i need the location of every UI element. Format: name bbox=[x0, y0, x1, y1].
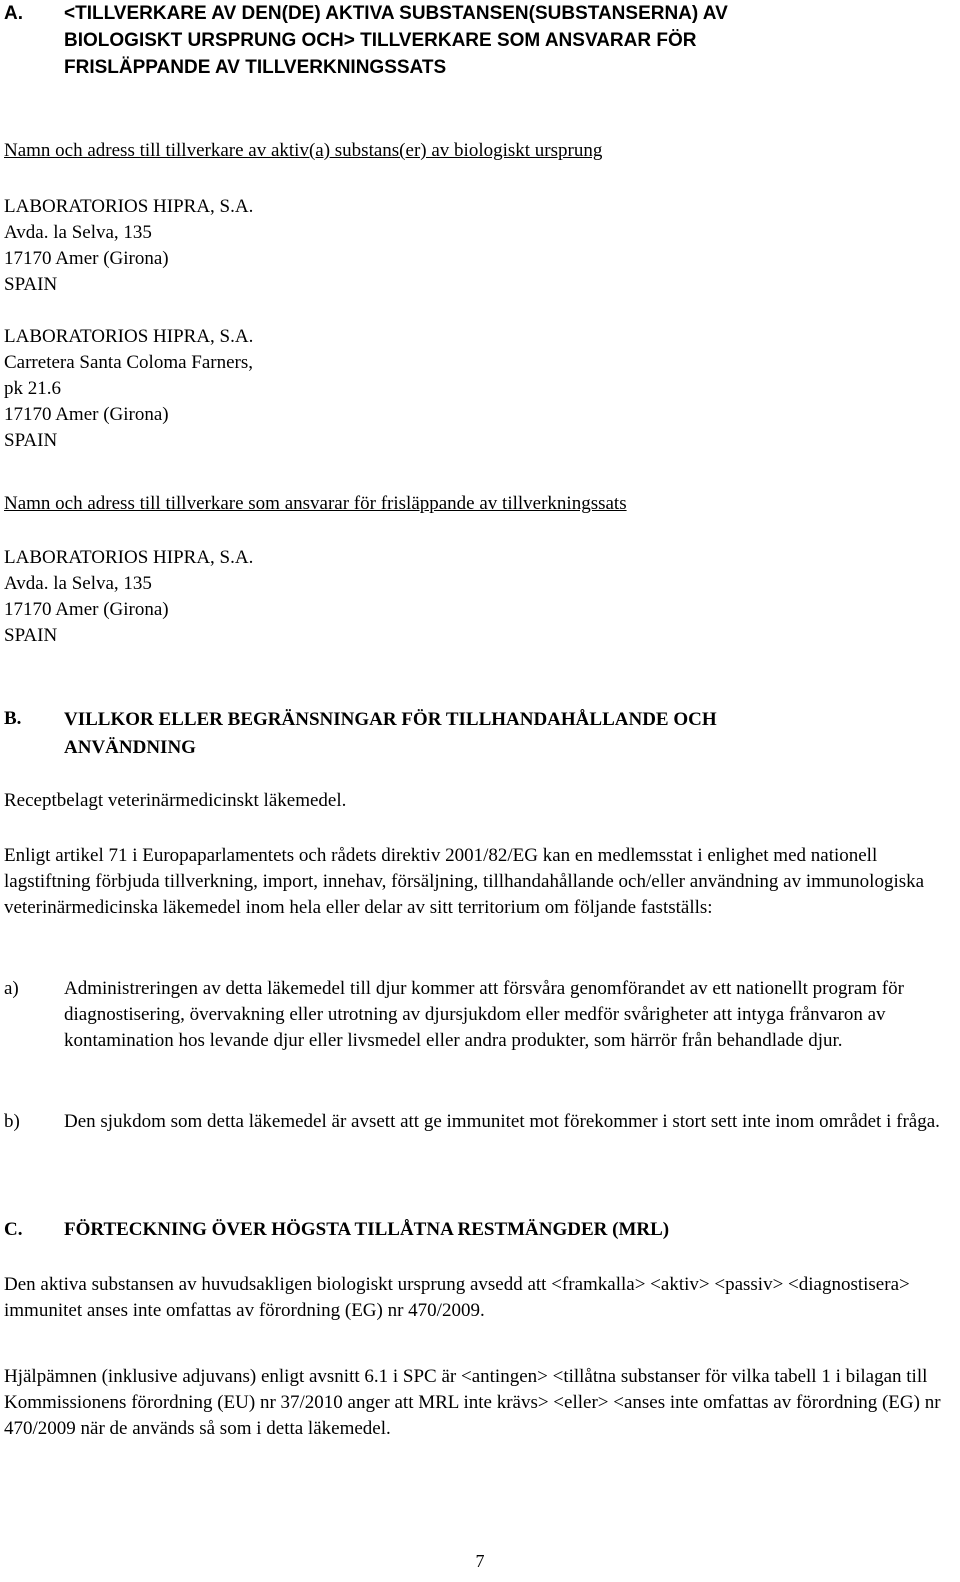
section-c-letter: C. bbox=[4, 1219, 23, 1240]
address-country: SPAIN bbox=[4, 430, 58, 451]
section-b-letter: B. bbox=[4, 708, 22, 729]
section-b-title-line: VILLKOR ELLER BEGRÄNSNINGAR FÖR TILLHANDAHÅLLANDE OCH bbox=[64, 709, 717, 730]
release-manufacturer-address bbox=[4, 545, 253, 649]
address-street: Carretera Santa Coloma Farners, bbox=[4, 352, 254, 373]
list-item-label: b) bbox=[4, 1111, 20, 1132]
section-a-letter: A. bbox=[4, 3, 23, 24]
manufacturer-address-2 bbox=[4, 324, 253, 454]
company-name: LABORATORIOS HIPRA, S.A. bbox=[4, 547, 254, 568]
company-name: LABORATORIOS HIPRA, S.A. bbox=[4, 196, 254, 217]
section-b-title-line: ANVÄNDNING bbox=[64, 737, 196, 758]
section-a-title bbox=[64, 0, 728, 81]
address-country: SPAIN bbox=[4, 274, 58, 295]
company-name: LABORATORIOS HIPRA, S.A. bbox=[4, 326, 254, 347]
address-city: 17170 Amer (Girona) bbox=[4, 599, 169, 620]
section-a-title-line: BIOLOGISKT URSPRUNG OCH> TILLVERKARE SOM ANSVARAR FÖR bbox=[64, 30, 697, 51]
section-a-title-line: <TILLVERKARE AV DEN(DE) AKTIVA SUBSTANSEN(SUBSTANSERNA) AV bbox=[64, 3, 728, 24]
page-number: 7 bbox=[475, 1551, 485, 1571]
address-city: 17170 Amer (Girona) bbox=[4, 404, 169, 425]
mrl-paragraph-1: Den aktiva substansen av huvudsakligen biologiskt ursprung avsedd att <framkalla> <aktiv> <passiv> <diagnostisera> immunitet anses inte omfattas av förordning (EG) nr 470/2009. bbox=[4, 1274, 910, 1321]
section-a-title-line: FRISLÄPPANDE AV TILLVERKNINGSSATS bbox=[64, 57, 447, 78]
prescription-status: Receptbelagt veterinärmedicinskt läkemedel. bbox=[4, 790, 347, 811]
manufacturer-address-1 bbox=[4, 164, 253, 298]
address-city: 17170 Amer (Girona) bbox=[4, 248, 169, 269]
article-71-paragraph: Enligt artikel 71 i Europaparlamentets och rådets direktiv 2001/82/EG kan en medlemsstat i enlighet med nationell lagstiftning förbjuda tillverkning, import, innehav, försäljning, tillhandahållande och/eller användning av immunologiska veterinärmedicinska läkemedel inom hela eller delar av sitt territorium om följande fastställs: bbox=[4, 845, 925, 918]
address-street-2: pk 21.6 bbox=[4, 378, 61, 399]
list-item-text: Administreringen av detta läkemedel till djur kommer att försvåra genomförandet av ett nationellt program för diagnostisering, övervakning eller utrotning av djursjukdom eller medför svårigheter att intyga frånvaron av kontamination hos levande djur eller livsmedel eller andra produkter, som härrör från behandlade djur. bbox=[64, 978, 904, 1051]
address-street: Avda. la Selva, 135 bbox=[4, 573, 152, 594]
list-item-text: Den sjukdom som detta läkemedel är avsett att ge immunitet mot förekommer i stort sett inte inom området i fråga. bbox=[64, 1111, 940, 1132]
active-substance-heading: Namn och adress till tillverkare av aktiv(a) substans(er) av biologiskt ursprung bbox=[4, 140, 603, 161]
list-item-label: a) bbox=[4, 978, 19, 999]
section-b-title bbox=[64, 706, 717, 762]
section-c-title: FÖRTECKNING ÖVER HÖGSTA TILLÅTNA RESTMÄNGDER (MRL) bbox=[64, 1219, 670, 1240]
mrl-paragraph-2: Hjälpämnen (inklusive adjuvans) enligt avsnitt 6.1 i SPC är <antingen> <tillåtna substanser för vilka tabell 1 i bilagan till Kommissionens förordning (EU) nr 37/2010 anger att MRL inte krävs> <eller> <anses inte omfattas av förordning (EG) nr 470/2009 när de används så som i detta läkemedel. bbox=[4, 1366, 941, 1439]
address-street: Avda. la Selva, 135 bbox=[4, 222, 152, 243]
release-heading: Namn och adress till tillverkare som ansvarar för frisläppande av tillverkningssats bbox=[4, 493, 627, 514]
address-country: SPAIN bbox=[4, 625, 58, 646]
